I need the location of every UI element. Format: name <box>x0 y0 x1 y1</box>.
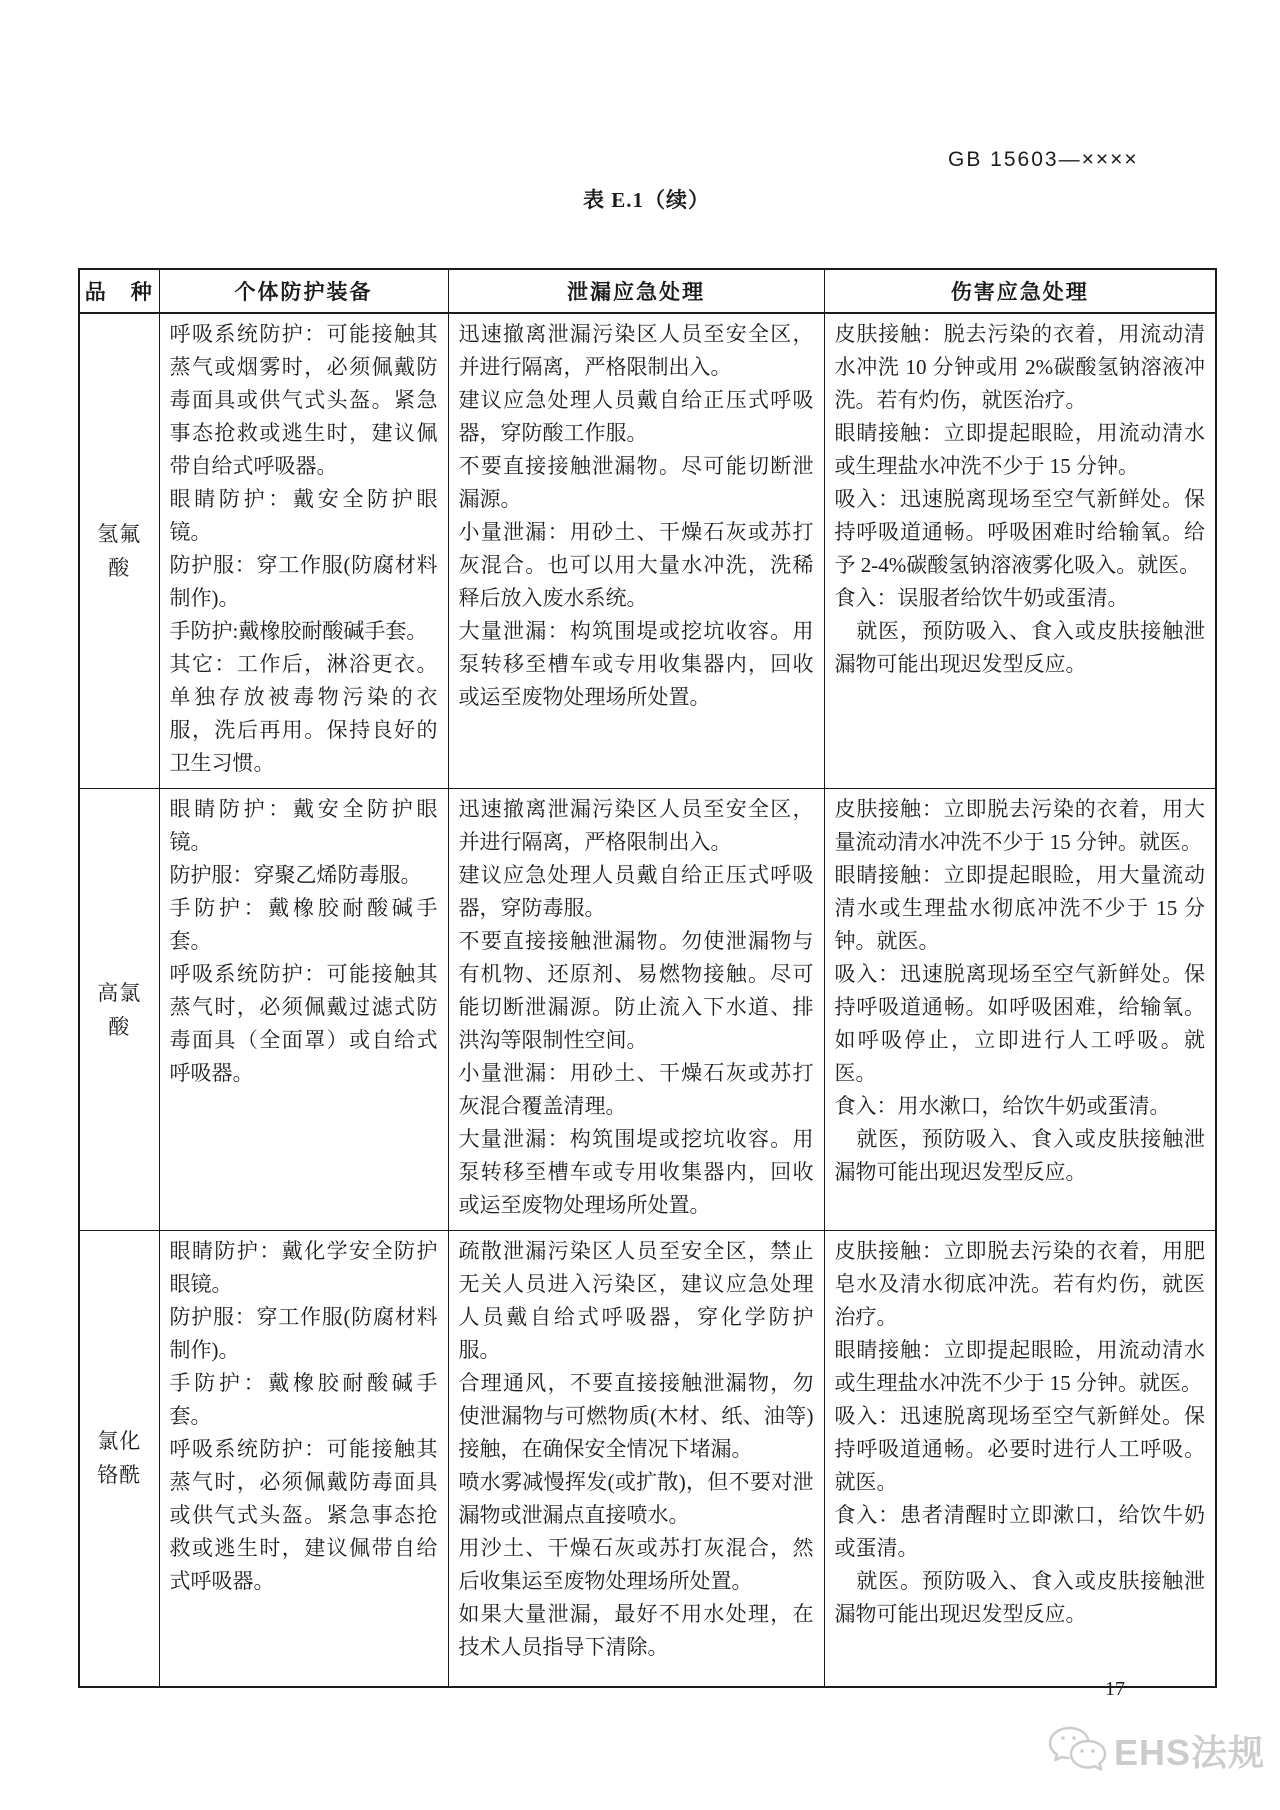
watermark <box>1046 1724 1265 1776</box>
watermark-label: EHS法规 <box>1114 1731 1266 1773</box>
injury-cell: 皮肤接触：脱去污染的衣着，用流动清水冲洗 10 分钟或用 2%碳酸氢钠溶液冲洗。若有灼伤，就医治疗。 眼睛接触：立即提起眼睑，用流动清水或生理盐水冲洗不少于 15 分钟。 吸入：迅速脱离现场至空气新鲜处。保持呼吸道通畅。呼吸困难时给输氧。给予 2-4%碳酸氢钠溶液雾化吸入。就医。 食入：误服者给饮牛奶或蛋清。 就医，预防吸入、食入或皮肤接触泄漏物可能出现迟发型反应。 <box>824 313 1216 789</box>
ppe-cell: 眼睛防护：戴化学安全防护眼镜。 防护服：穿工作服(防腐材料制作)。 手防护：戴橡胶耐酸碱手套。 呼吸系统防护：可能接触其蒸气时，必须佩戴防毒面具或供气式头盔。紧急事态抢救或逃生时，建议佩带自给式呼吸器。 <box>159 1231 448 1687</box>
table-row-perchloric-acid <box>79 789 1216 1231</box>
leak-cell: 疏散泄漏污染区人员至安全区，禁止无关人员进入污染区，建议应急处理人员戴自给式呼吸器，穿化学防护服。 合理通风，不要直接接触泄漏物，勿使泄漏物与可燃物质(木材、纸、油等)接触，在确保安全情况下堵漏。 喷水雾减慢挥发(或扩散)，但不要对泄漏物或泄漏点直接喷水。 用沙土、干燥石灰或苏打灰混合，然后收集运至废物处理场所处置。 如果大量泄漏，最好不用水处理，在技术人员指导下清除。 <box>448 1231 824 1687</box>
hazard-table <box>78 268 1217 1688</box>
header-cell-leak: 泄漏应急处理 <box>448 269 824 313</box>
injury-cell: 皮肤接触：立即脱去污染的衣着，用大量流动清水冲洗不少于 15 分钟。就医。 眼睛接触：立即提起眼睑，用大量流动清水或生理盐水彻底冲洗不少于 15 分钟。就医。 吸入：迅速脱离现场至空气新鲜处。保持呼吸道通畅。如呼吸困难，给输氧。如呼吸停止，立即进行人工呼吸。就医。 食入：用水漱口，给饮牛奶或蛋清。 就医，预防吸入、食入或皮肤接触泄漏物可能出现迟发型反应。 <box>824 789 1216 1231</box>
injury-cell: 皮肤接触：立即脱去污染的衣着，用肥皂水及清水彻底冲洗。若有灼伤，就医治疗。 眼睛接触：立即提起眼睑，用流动清水或生理盐水冲洗不少于 15 分钟。就医。 吸入：迅速脱离现场至空气新鲜处。保持呼吸道通畅。必要时进行人工呼吸。就医。 食入：患者清醒时立即漱口，给饮牛奶或蛋清。 就医。预防吸入、食入或皮肤接触泄漏物可能出现迟发型反应。 <box>824 1231 1216 1687</box>
table-row-hydrofluoric-acid <box>79 313 1216 789</box>
wechat-logo-icon <box>1046 1724 1108 1776</box>
page-number: 17 <box>1105 1678 1125 1700</box>
table-title: 表 E.1（续） <box>582 188 710 212</box>
header-cell-ppe: 个体防护装备 <box>159 269 448 313</box>
header-cell-species: 品 种 <box>79 269 159 313</box>
species-name-cell: 氯化铬酰 <box>79 1231 159 1687</box>
species-name-cell: 高氯酸 <box>79 789 159 1231</box>
leak-cell: 迅速撤离泄漏污染区人员至安全区，并进行隔离，严格限制出入。 建议应急处理人员戴自给正压式呼吸器，穿防酸工作服。 不要直接接触泄漏物。尽可能切断泄漏源。 小量泄漏：用砂土、干燥石灰或苏打灰混合。也可以用大量水冲洗，洗稀释后放入废水系统。 大量泄漏：构筑围堤或挖坑收容。用泵转移至槽车或专用收集器内，回收或运至废物处理场所处置。 <box>448 313 824 789</box>
ppe-cell: 呼吸系统防护：可能接触其蒸气或烟雾时，必须佩戴防毒面具或供气式头盔。紧急事态抢救或逃生时，建议佩带自给式呼吸器。 眼睛防护：戴安全防护眼镜。 防护服：穿工作服(防腐材料制作)。 手防护:戴橡胶耐酸碱手套。 其它：工作后，淋浴更衣。单独存放被毒物污染的衣服，洗后再用。保持良好的卫生习惯。 <box>159 313 448 789</box>
header-cell-injury: 伤害应急处理 <box>824 269 1216 313</box>
species-name-cell: 氢氟酸 <box>79 313 159 789</box>
doc-number: GB 15603—×××× <box>948 148 1139 171</box>
leak-cell: 迅速撤离泄漏污染区人员至安全区，并进行隔离，严格限制出入。 建议应急处理人员戴自给正压式呼吸器，穿防毒服。 不要直接接触泄漏物。勿使泄漏物与有机物、还原剂、易燃物接触。尽可能切断泄漏源。防止流入下水道、排洪沟等限制性空间。 小量泄漏：用砂土、干燥石灰或苏打灰混合覆盖清理。 大量泄漏：构筑围堤或挖坑收容。用泵转移至槽车或专用收集器内，回收或运至废物处理场所处置。 <box>448 789 824 1231</box>
table-header-row <box>79 269 1216 313</box>
table-row-chromyl-chloride <box>79 1231 1216 1687</box>
ppe-cell: 眼睛防护：戴安全防护眼镜。 防护服：穿聚乙烯防毒服。 手防护：戴橡胶耐酸碱手套。 呼吸系统防护：可能接触其蒸气时，必须佩戴过滤式防毒面具（全面罩）或自给式呼吸器。 <box>159 789 448 1231</box>
